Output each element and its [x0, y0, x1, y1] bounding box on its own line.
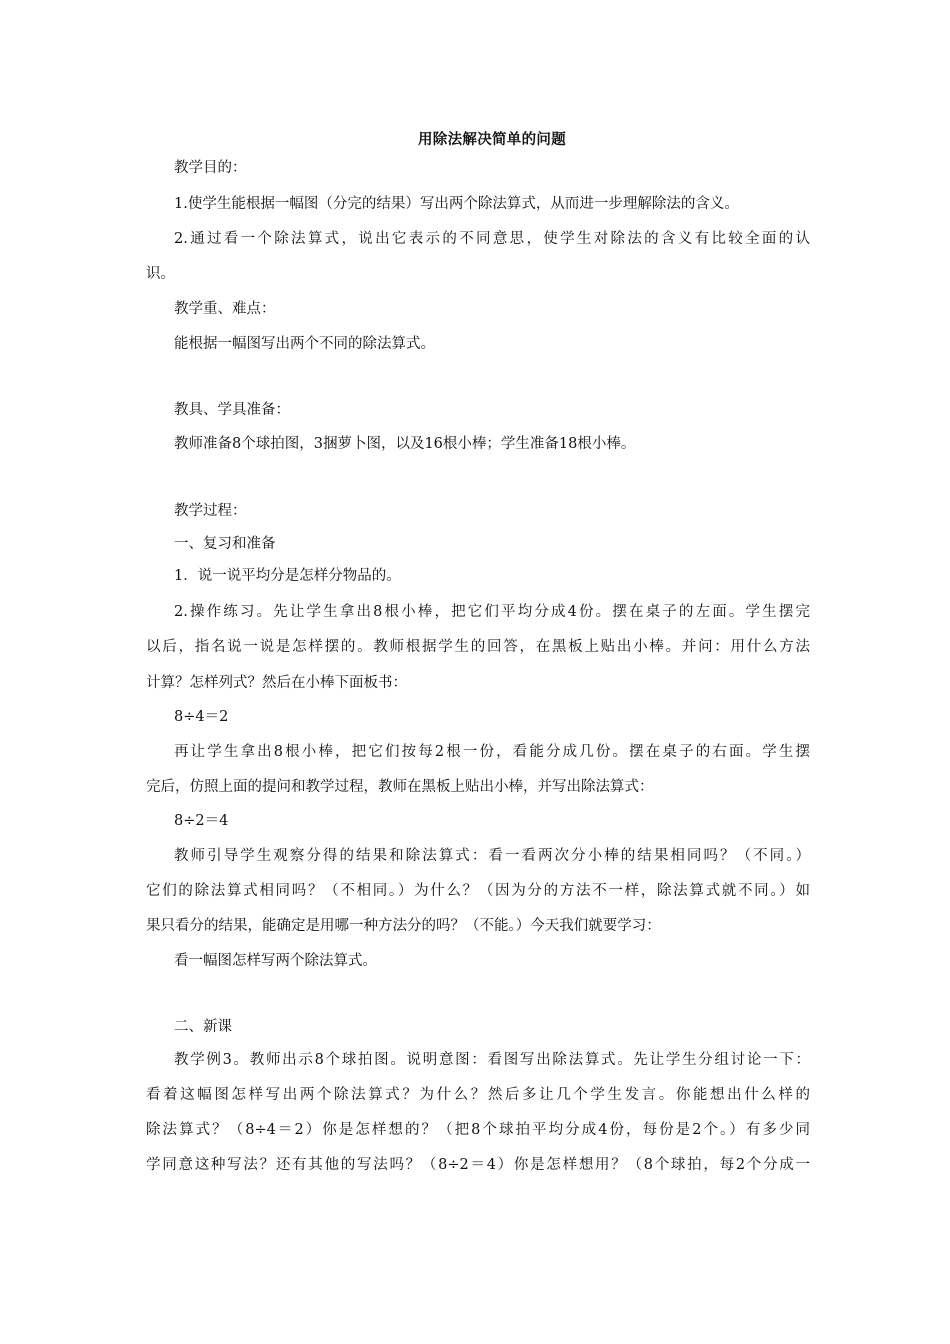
paragraph-line: 1.使学生能根据一幅图（分完的结果）写出两个除法算式，从而进一步理解除法的含义。: [174, 196, 739, 212]
subsection-heading-new-lesson: 二、新课: [174, 1019, 232, 1035]
paragraph-line: 能根据一幅图写出两个不同的除法算式。: [174, 336, 435, 352]
formula-line: 8÷4＝2: [174, 709, 229, 725]
paragraph-line: 识。: [146, 266, 175, 282]
paragraph-line: 1．说一说平均分是怎样分物品的。: [174, 568, 401, 584]
paragraph-line: 果只看分的结果，能确定是用哪一种方法分的吗？（不能。）今天我们就要学习：: [146, 918, 661, 934]
section-heading-process: 教学过程：: [174, 503, 247, 519]
paragraph-line: 看着这幅图怎样写出两个除法算式？为什么？然后多让几个学生发言。你能想出什么样的: [146, 1087, 810, 1103]
paragraph-line: 教学例3。教师出示8个球拍图。说明意图：看图写出除法算式。先让学生分组讨论一下：: [174, 1052, 810, 1068]
paragraph-line: 再让学生拿出8根小棒，把它们按每2根一份，看能分成几份。摆在桌子的右面。学生摆: [174, 744, 810, 760]
page-title: 用除法解决简单的问题: [418, 132, 566, 148]
paragraph-line: 它们的除法算式相同吗？（不相同。）为什么？（因为分的方法不一样，除法算式就不同。）如: [146, 883, 810, 899]
paragraph-line: 除法算式？（8÷4＝2）你是怎样想的？（把8个球拍平均分成4份，每份是2个。）有多少同: [146, 1122, 810, 1138]
paragraph-line: 学同意这种写法？还有其他的写法吗？（8÷2＝4）你是怎样想用？（8个球拍，每2个分成一: [146, 1157, 810, 1173]
section-heading-objectives: 教学目的：: [174, 160, 247, 176]
paragraph-line: 教师引导学生观察分得的结果和除法算式：看一看两次分小棒的结果相同吗？（不同。）: [174, 848, 810, 864]
paragraph-line: 2.操作练习。先让学生拿出8根小棒，把它们平均分成4份。摆在桌子的左面。学生摆完: [174, 604, 810, 620]
paragraph-line: 以后，指名说一说是怎样摆的。教师根据学生的回答，在黑板上贴出小棒。并问：用什么方法: [146, 639, 810, 655]
paragraph-line: 教师准备8个球拍图，3捆萝卜图，以及16根小棒；学生准备18根小棒。: [174, 436, 636, 452]
section-heading-materials: 教具、学具准备：: [174, 402, 290, 418]
paragraph-line: 看一幅图怎样写两个除法算式。: [174, 953, 377, 969]
section-heading-keypoints: 教学重、难点：: [174, 301, 276, 317]
subsection-heading-review: 一、复习和准备: [174, 536, 276, 552]
paragraph-line: 计算？怎样列式？然后在小棒下面板书：: [146, 675, 407, 691]
formula-line: 8÷2＝4: [174, 813, 229, 829]
paragraph-line: 2.通过看一个除法算式，说出它表示的不同意思，使学生对除法的含义有比较全面的认: [174, 231, 810, 247]
paragraph-line: 完后，仿照上面的提问和教学过程，教师在黑板上贴出小棒，并写出除法算式：: [146, 779, 654, 795]
